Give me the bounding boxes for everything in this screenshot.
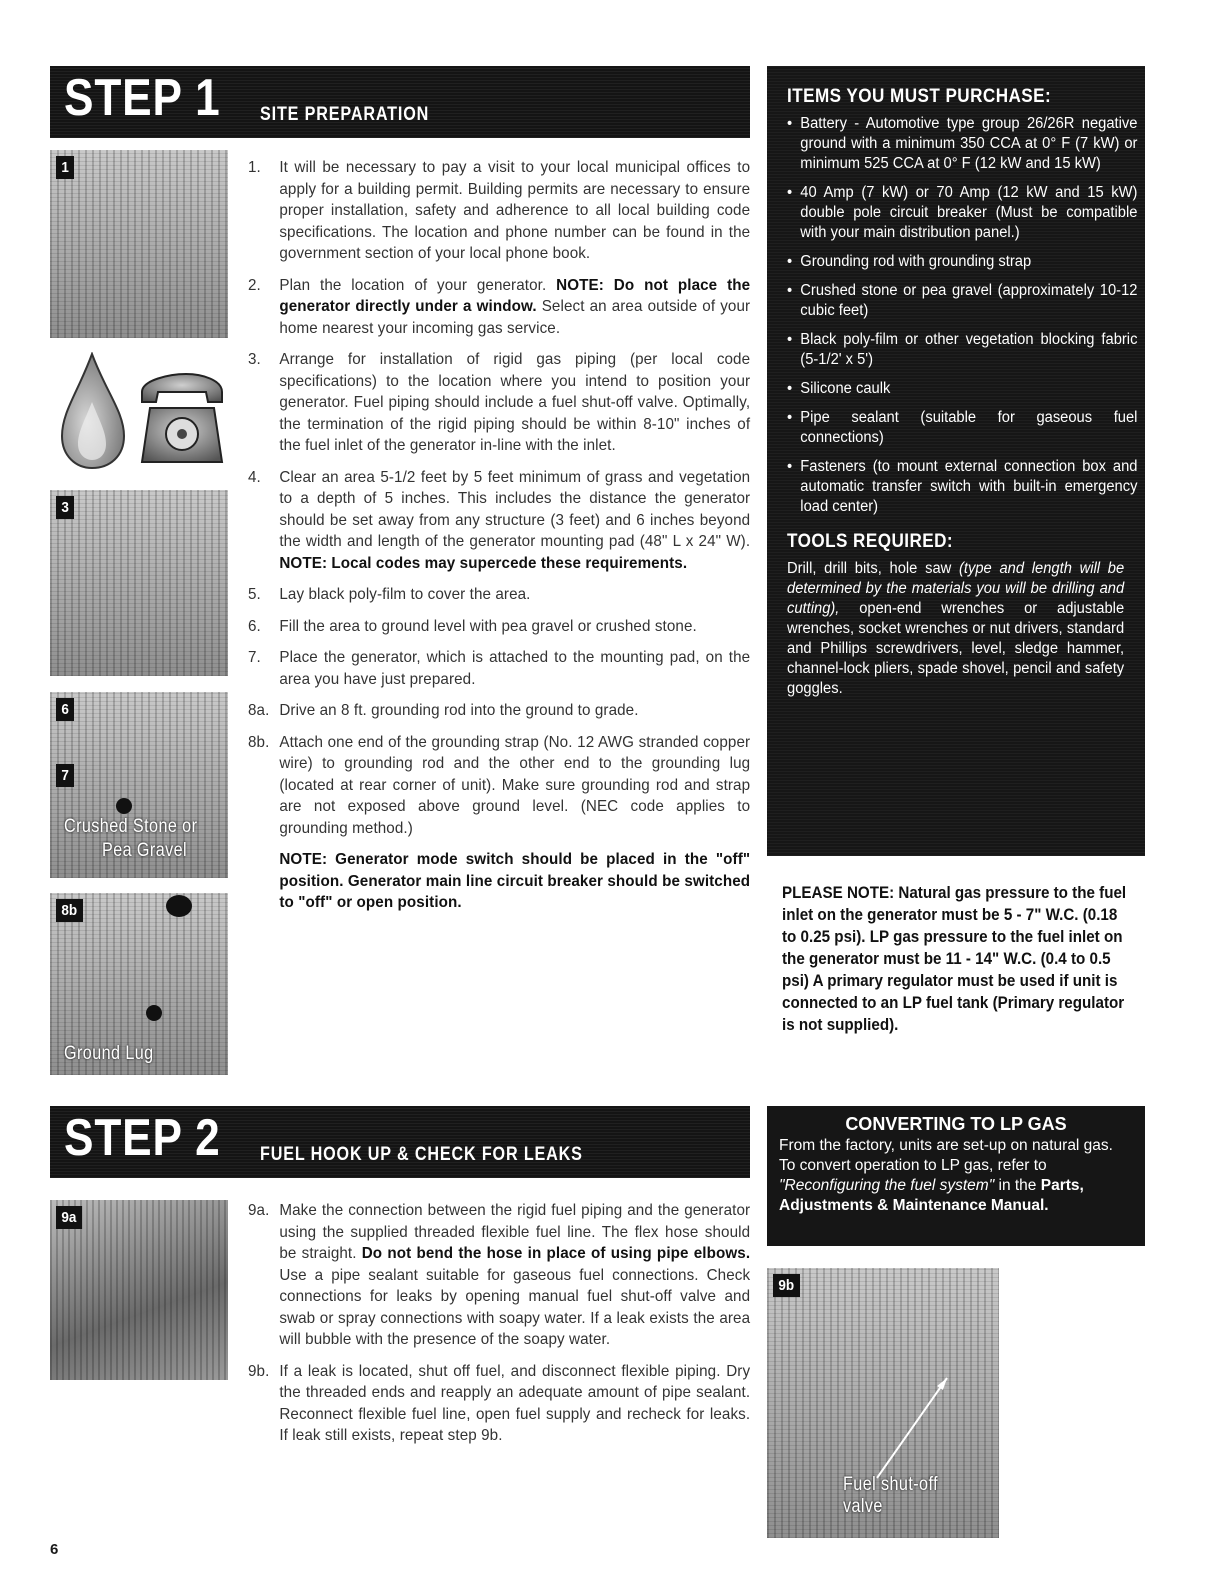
list-item <box>248 349 750 457</box>
photo-caption: Ground Lug <box>64 1043 154 1064</box>
photo-step3 <box>50 490 228 676</box>
list-item <box>248 467 750 575</box>
step2-banner <box>50 1106 750 1178</box>
list-item: • Grounding rod with grounding strap <box>787 252 1137 272</box>
purchase-title: ITEMS YOU MUST PURCHASE: <box>787 86 1052 107</box>
photo-caption: Fuel shut-off valve <box>843 1474 939 1517</box>
lug-marker <box>146 1005 162 1021</box>
step1-heading: STEP 1 <box>64 69 221 127</box>
step-number: 9a. <box>248 1202 270 1219</box>
step2-heading: STEP 2 <box>64 1109 221 1167</box>
list-item: • Crushed stone or pea gravel (approximately 10-12 cubic feet) <box>787 281 1137 321</box>
photo-tag: 9b <box>773 1274 800 1297</box>
step-number: 1. <box>248 159 261 176</box>
list-item <box>248 616 750 638</box>
gas-flame-icon <box>58 352 226 472</box>
list-item <box>248 700 750 722</box>
gas-pressure-note: PLEASE NOTE: Natural gas pressure to the fuel inlet on the generator must be 5 - 7" W.C. (0.18 to 0.25 psi). LP gas pressure to the fuel inlet on the generator must be 11 - 14" W.C. (0.4 to 0.5 psi) A primary regulator must be used if unit is connected to an LP fuel tank (Primary regulator is not supplied). <box>782 884 1127 1034</box>
list-item: • Battery - Automotive type group 26/26R negative ground with a minimum 350 CCA at 0° F (7 kW) or minimum 525 CCA at 0° F (12 kW and 15 kW) <box>787 114 1137 174</box>
rod-marker <box>166 895 192 917</box>
tools-title: TOOLS REQUIRED: <box>787 531 954 552</box>
lp-conversion-panel <box>767 1106 1145 1246</box>
purchase-list <box>787 114 1138 517</box>
step-text: Plan the location of your generator. <box>279 276 557 294</box>
list-item: • Fasteners (to mount external connection box and automatic transfer switch with built-in emergency load center) <box>787 457 1137 517</box>
step-text: Fill the area to ground level with pea gravel or crushed stone. <box>279 617 697 635</box>
lp-manual: Parts, Adjustments & Maintenance Manual. <box>779 1177 1084 1214</box>
step-number: 6. <box>248 617 261 635</box>
photo-step6-7 <box>50 692 228 878</box>
list-item <box>248 1200 750 1351</box>
list-item: • Silicone caulk <box>787 379 1137 399</box>
photo-caption: Pea Gravel <box>102 840 188 861</box>
list-item <box>248 584 750 606</box>
list-item <box>248 732 750 840</box>
step-note: NOTE: Generator mode switch should be placed in the "off" position. Generator main line circuit breaker should be switched to "off" or open position. <box>279 851 751 911</box>
step1-banner <box>50 66 750 138</box>
step-text: Lay black poly-film to cover the area. <box>279 586 531 603</box>
gravel-marker <box>116 798 132 814</box>
list-item-note <box>248 849 750 914</box>
step-number: 2. <box>248 276 261 294</box>
tools-italic: (type and length will be determined by the materials you will be drilling and cutting), <box>787 560 1125 617</box>
step-text: Arrange for installation of rigid gas piping (per local code specifications) to the location where you intend to position your generator. Fuel piping should include a fuel shut-off valve. Optimally, the termination of the rigid piping should be within 8-10" inches of the fuel inlet of the generator in-line with the inlet. <box>279 351 751 454</box>
tools-text <box>787 559 1124 699</box>
step-note: NOTE: Local codes may supercede these requirements. <box>279 554 688 572</box>
lp-title: CONVERTING TO LP GAS <box>845 1114 1067 1134</box>
photo-tag: 1 <box>56 156 74 179</box>
list-item: • 40 Amp (7 kW) or 70 Amp (12 kW and 15 kW) double pole circuit breaker (Must be compatible with your main distribution panel.) <box>787 183 1137 243</box>
list-item <box>248 157 750 265</box>
step-text: Use a pipe sealant suitable for gaseous fuel connections. Check connections for leaks by opening manual fuel shut-off valve and swab or spray connections with soapy water. If a leak exists the area will bubble with the presence of the soapy water. <box>279 1266 751 1348</box>
step-number: 4. <box>248 468 261 486</box>
step-number: 3. <box>248 351 261 368</box>
lp-line: To convert operation to LP gas, refer to <box>779 1157 1047 1174</box>
photo-step8b <box>50 893 228 1075</box>
step-text: If a leak is located, shut off fuel, and disconnect flexible piping. Dry the threaded ends and reapply an adequate amount of pipe sealant. Reconnect flexible fuel line, open fuel supply and recheck for leaks. If leak still exists, repeat step 9b. <box>279 1362 751 1444</box>
step-text: Drive an 8 ft. grounding rod into the ground to grade. <box>279 702 639 719</box>
lp-line: From the factory, units are set-up on natural gas. <box>779 1137 1113 1154</box>
lp-mid: in the <box>994 1177 1041 1194</box>
gas-phone-icons <box>58 352 226 472</box>
step-text: Make the connection between the rigid fuel piping and the generator using the supplied threaded flexible fuel line. The flex hose should be straight. <box>279 1202 751 1262</box>
step-number: 7. <box>248 649 261 666</box>
step-text: It will be necessary to pay a visit to your local municipal offices to apply for a building permit. Building permits are necessary to ensure proper installation, safety and adherence to all local building code specifications. The location and phone number can be found in the government section of your local phone book. <box>279 159 751 262</box>
step1-instructions <box>248 157 751 924</box>
photo-tag: 6 <box>56 698 74 721</box>
list-item <box>248 275 750 340</box>
photo-step1 <box>50 150 228 338</box>
step-note: NOTE: Do not place the generator directly under a window. <box>279 276 751 315</box>
lp-line <box>779 1176 1133 1216</box>
step1-subheading: SITE PREPARATION <box>260 104 430 125</box>
step2-subheading: FUEL HOOK UP & CHECK FOR LEAKS <box>260 1144 583 1165</box>
lp-italic: "Reconfiguring the fuel system" <box>779 1177 995 1194</box>
step-number: 9b. <box>248 1362 270 1380</box>
tools-post: open-end wrenches or adjustable wrenches, socket wrenches or nut drivers, standard and Phillips screwdrivers, level, sledge hammer, channel-lock pliers, spade shovel, pencil and safety goggles. <box>787 600 1125 697</box>
photo-caption: Crushed Stone or <box>64 816 198 837</box>
step-text: Clear an area 5-1/2 feet by 5 feet minimum of grass and vegetation to a depth of 5 inches. This includes the distance the generator should be set away from any structure (3 feet) and 6 inches beyond the width and length of the generator mounting pad (48" L x 24" W). <box>279 468 751 550</box>
step2-instructions <box>248 1200 751 1457</box>
photo-tag: 7 <box>56 764 74 787</box>
photo-step9a <box>50 1200 228 1380</box>
step-text: Place the generator, which is attached to the mounting pad, on the area you have just prepared. <box>279 649 751 688</box>
list-item: • Pipe sealant (suitable for gaseous fuel connections) <box>787 408 1137 448</box>
photo-step9b <box>767 1268 999 1538</box>
step-note: Do not bend the hose in place of using pipe elbows. <box>361 1245 751 1262</box>
photo-tag: 8b <box>56 899 83 922</box>
step-text: Attach one end of the grounding strap (No. 12 AWG stranded copper wire) to grounding rod and the other end to the grounding lug (located at rear corner of unit). Make sure grounding rod and strap are not exposed above ground level. (NEC code applies to grounding method.) <box>279 733 751 837</box>
step-number: 5. <box>248 586 261 603</box>
step-text: Select an area outside of your home nearest your incoming gas service. <box>279 298 751 337</box>
list-item <box>248 1361 750 1447</box>
tools-pre: Drill, drill bits, hole saw <box>787 560 960 577</box>
step-number: 8b. <box>248 733 270 751</box>
photo-tag: 9a <box>56 1206 82 1229</box>
list-item <box>248 647 750 690</box>
page-number: 6 <box>50 1541 59 1558</box>
list-item: • Black poly-film or other vegetation blocking fabric (5-1/2' x 5') <box>787 330 1137 370</box>
photo-tag: 3 <box>56 496 74 519</box>
step-number: 8a. <box>248 702 270 719</box>
purchase-tools-panel <box>767 66 1145 856</box>
